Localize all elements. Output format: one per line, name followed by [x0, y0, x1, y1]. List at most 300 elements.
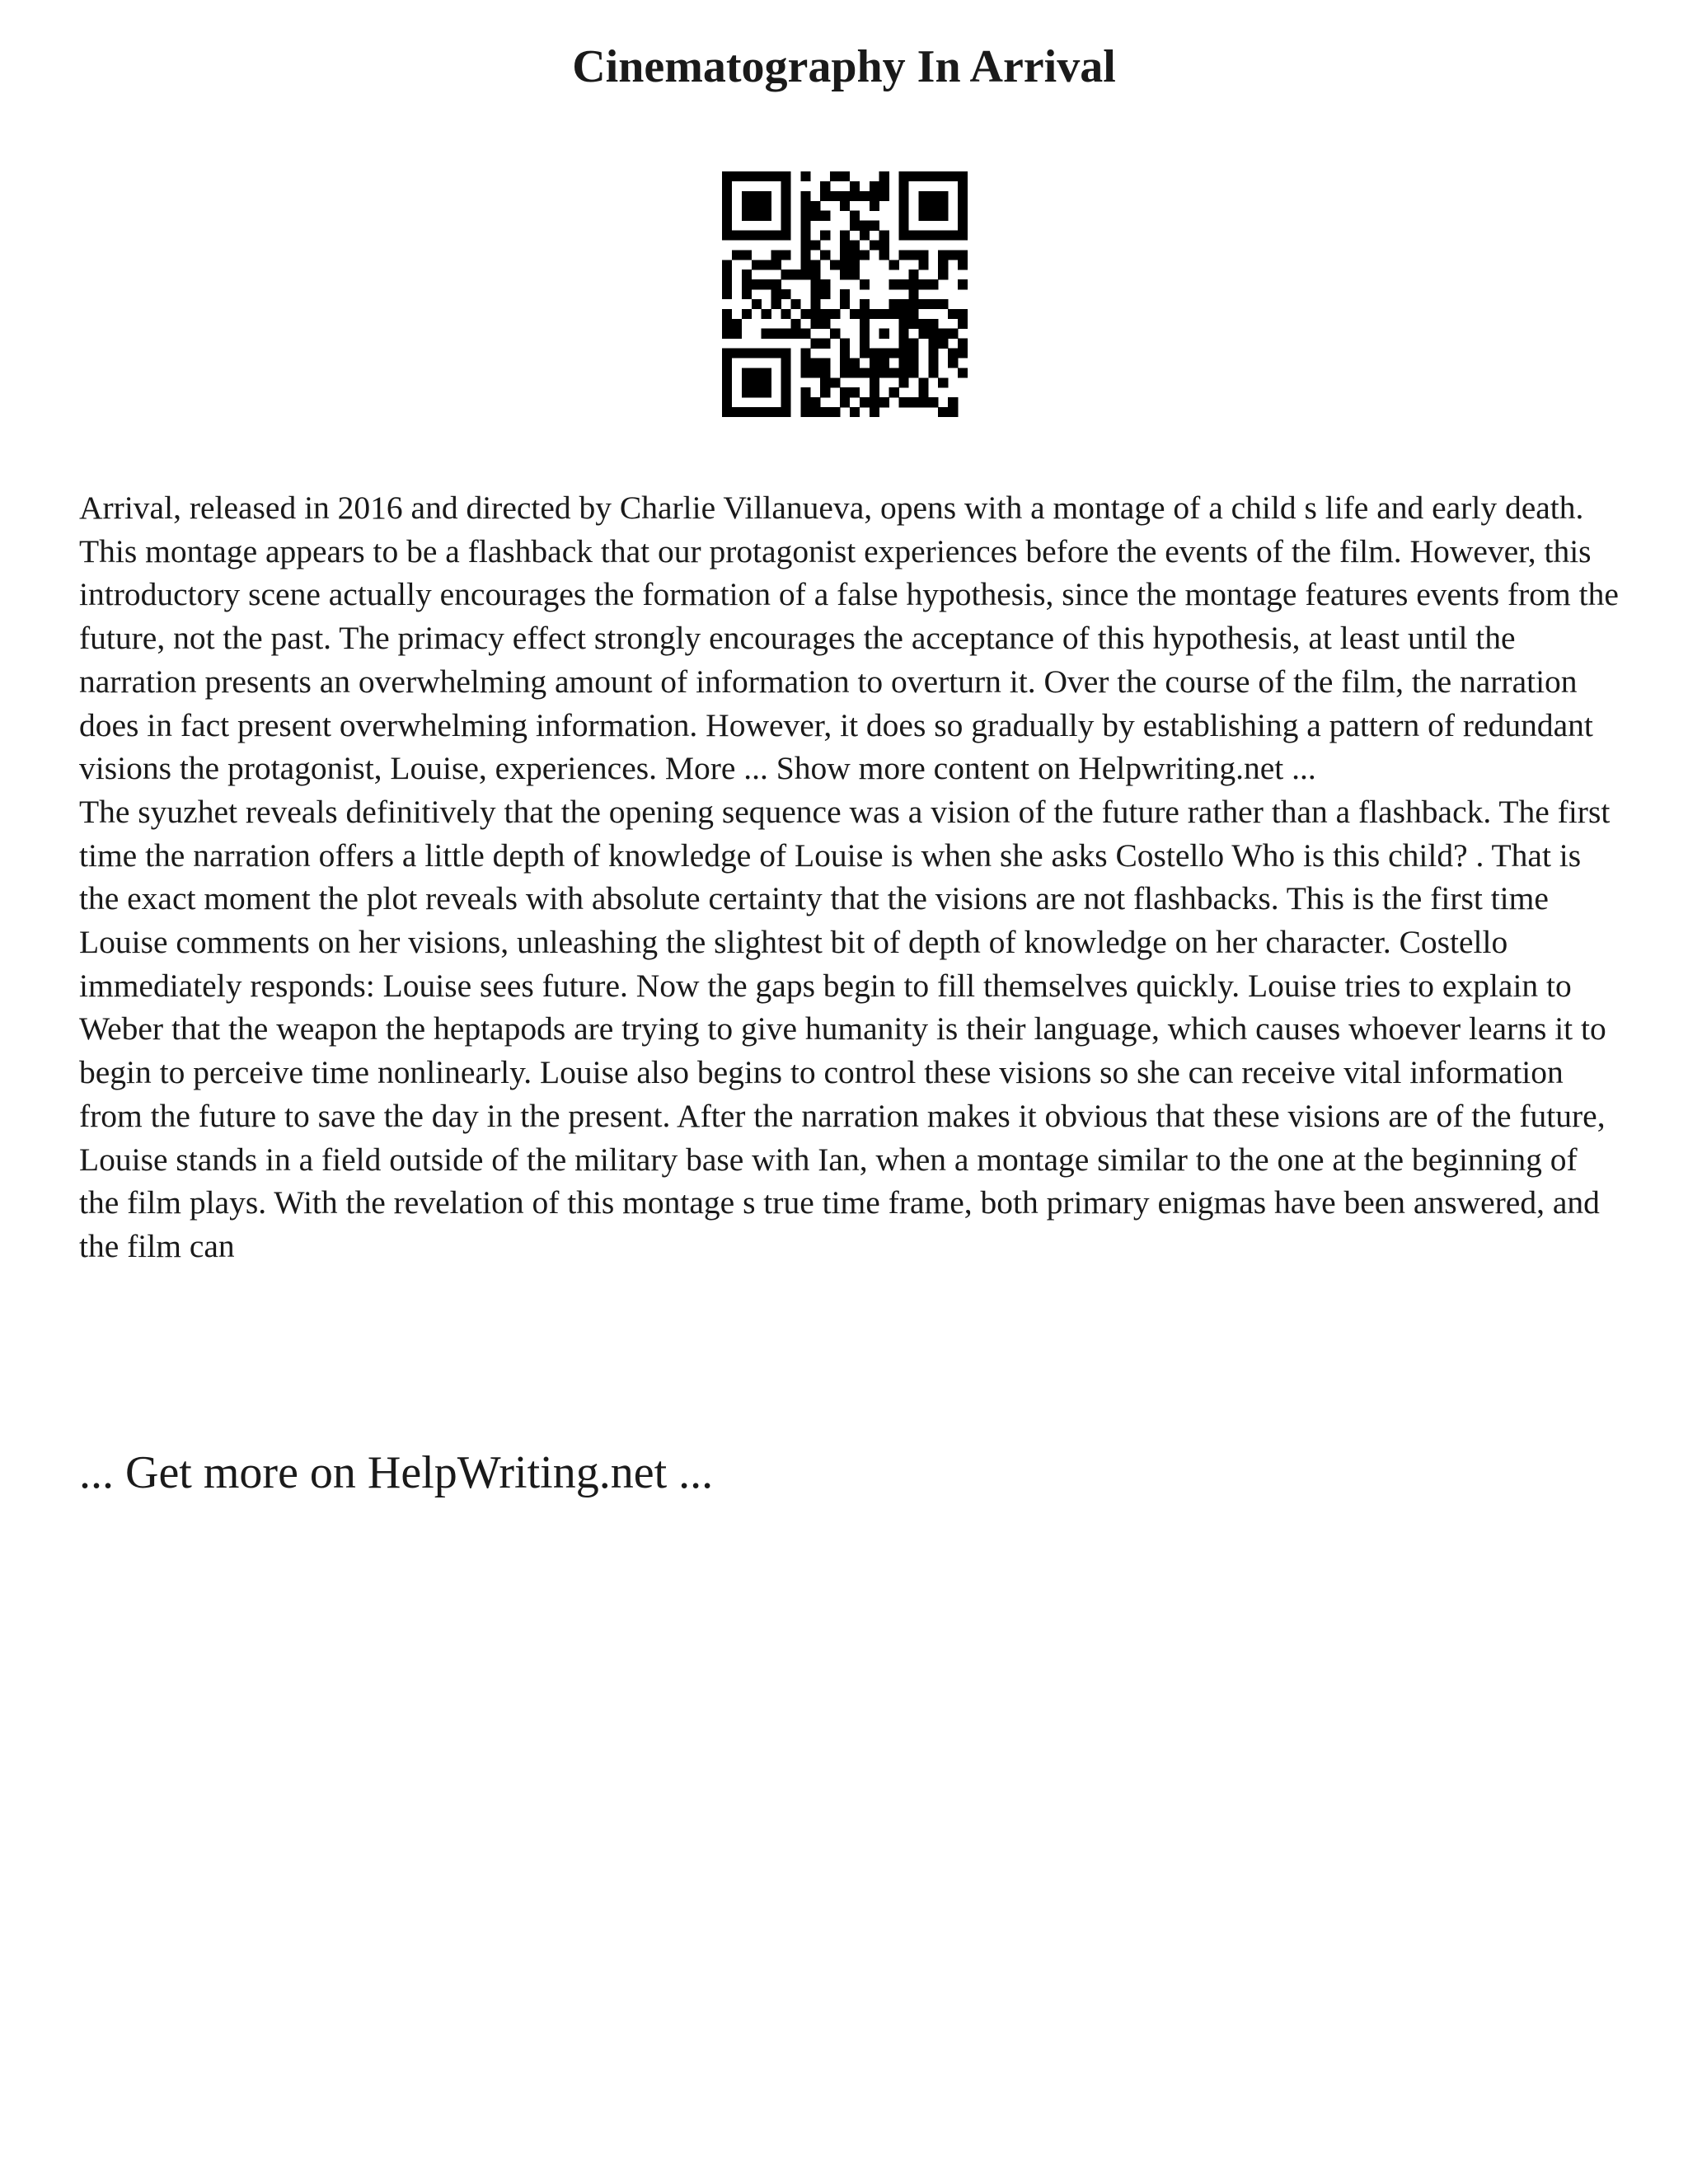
- qr-module: [762, 260, 771, 269]
- qr-module: [899, 221, 909, 231]
- qr-module: [938, 231, 948, 241]
- qr-module: [938, 299, 948, 309]
- qr-module: [958, 260, 968, 269]
- qr-module: [820, 358, 830, 368]
- qr-module: [810, 240, 820, 250]
- qr-module: [889, 279, 899, 289]
- qr-module: [948, 309, 958, 319]
- qr-module: [899, 279, 909, 289]
- qr-module: [800, 387, 810, 397]
- qr-module: [870, 221, 879, 231]
- qr-module: [781, 387, 791, 397]
- qr-module: [860, 309, 870, 319]
- qr-module: [850, 191, 860, 201]
- qr-module: [781, 368, 791, 377]
- qr-module: [800, 171, 810, 181]
- qr-module: [899, 309, 909, 319]
- qr-module: [870, 407, 879, 417]
- qr-module: [722, 221, 732, 231]
- qr-module: [879, 181, 889, 191]
- qr-module: [899, 319, 909, 329]
- qr-module: [860, 397, 870, 407]
- qr-module: [928, 299, 938, 309]
- qr-module: [870, 377, 879, 387]
- qr-module: [850, 181, 860, 191]
- qr-module: [800, 329, 810, 339]
- qr-module: [762, 279, 771, 289]
- qr-module: [722, 329, 732, 339]
- qr-module: [810, 339, 820, 349]
- qr-module: [918, 329, 928, 339]
- qr-module: [889, 368, 899, 377]
- qr-module: [742, 250, 752, 260]
- qr-module: [908, 339, 918, 349]
- qr-module: [860, 329, 870, 339]
- qr-module: [732, 250, 742, 260]
- qr-module: [840, 191, 850, 201]
- qr-module: [928, 368, 938, 377]
- qr-module: [918, 377, 928, 387]
- qr-module: [958, 211, 968, 221]
- qr-module: [948, 358, 958, 368]
- qr-module: [918, 319, 928, 329]
- qr-module: [879, 250, 889, 260]
- qr-module: [928, 358, 938, 368]
- qr-module: [899, 231, 909, 241]
- qr-module: [928, 231, 938, 241]
- paragraph-2: The syuzhet reveals definitively that the opening sequence was a vision of the future rather than a flashback. The first time the narration offers a little depth of knowledge of Louise is when she asks Costello Who is this child? . That is the exact moment the plot reveals with absolute certainty that the visions are not flashbacks. This is the first time Louise comments on her visions, unleashing the slightest bit of depth of knowledge on her character. Costello immediately responds: Louise sees future. Now the gaps begin to fill themselves quickly. Louise tries to explain to Weber that the weapon the heptapods are trying to give humanity is their language, which causes whoever learns it to begin to perceive time nonlinearly. Louise also begins to control these visions so she can receive vital information from the future to save the day in the present. After the narration makes it obvious that these visions are of the future, Louise stands in a field outside of the military base with Ian, when a montage similar to the one at the beginning of the film plays. With the revelation of this montage s true time frame, both primary enigmas have been answered, and the film can: [79, 793, 1611, 1264]
- get-more-link[interactable]: ... Get more on HelpWriting.net ...: [79, 1447, 714, 1498]
- qr-module: [800, 201, 810, 211]
- qr-module: [762, 309, 771, 319]
- qr-module: [722, 181, 732, 191]
- qr-module: [870, 309, 879, 319]
- qr-module: [762, 329, 771, 339]
- qr-module: [899, 368, 909, 377]
- qr-module: [840, 231, 850, 241]
- qr-module: [722, 211, 732, 221]
- qr-module: [840, 250, 850, 260]
- qr-module: [722, 279, 732, 289]
- qr-module: [722, 407, 732, 417]
- qr-module: [752, 211, 762, 221]
- qr-module: [958, 250, 968, 260]
- qr-module: [850, 387, 860, 397]
- qr-module: [899, 201, 909, 211]
- qr-module: [732, 407, 742, 417]
- qr-module: [918, 397, 928, 407]
- qr-module: [781, 171, 791, 181]
- qr-module: [840, 269, 850, 279]
- qr-module: [742, 231, 752, 241]
- qr-module: [752, 191, 762, 201]
- qr-module: [722, 309, 732, 319]
- qr-module: [752, 387, 762, 397]
- qr-module: [830, 329, 840, 339]
- qr-module: [771, 289, 781, 299]
- qr-module: [752, 349, 762, 359]
- qr-module: [928, 349, 938, 359]
- qr-module: [742, 289, 752, 299]
- qr-module: [810, 279, 820, 289]
- qr-module: [928, 171, 938, 181]
- qr-module: [800, 358, 810, 368]
- qr-module: [810, 358, 820, 368]
- qr-module: [820, 181, 830, 191]
- qr-module: [771, 260, 781, 269]
- qr-module: [800, 349, 810, 359]
- qr-module: [928, 191, 938, 201]
- qr-module: [800, 240, 810, 250]
- qr-module: [840, 387, 850, 397]
- qr-module: [722, 397, 732, 407]
- qr-module: [889, 260, 899, 269]
- qr-module: [879, 191, 889, 201]
- page-title: Cinematography In Arrival: [572, 41, 1116, 92]
- qr-module: [781, 349, 791, 359]
- qr-module: [840, 201, 850, 211]
- qr-module: [762, 407, 771, 417]
- qr-module: [918, 387, 928, 397]
- qr-module: [860, 191, 870, 201]
- qr-module: [781, 250, 791, 260]
- qr-module: [742, 349, 752, 359]
- qr-module: [752, 299, 762, 309]
- qr-code-icon[interactable]: [722, 171, 968, 417]
- qr-module: [732, 319, 742, 329]
- qr-module: [899, 250, 909, 260]
- qr-module: [860, 221, 870, 231]
- qr-module: [752, 377, 762, 387]
- qr-module: [870, 358, 879, 368]
- qr-module: [722, 171, 732, 181]
- qr-module: [908, 349, 918, 359]
- qr-module: [781, 329, 791, 339]
- qr-module: [722, 201, 732, 211]
- qr-module: [850, 211, 860, 221]
- qr-module: [899, 377, 909, 387]
- qr-module: [810, 368, 820, 377]
- qr-module: [752, 260, 762, 269]
- qr-module: [840, 289, 850, 299]
- qr-module: [800, 211, 810, 221]
- qr-module: [722, 191, 732, 201]
- qr-module: [752, 279, 762, 289]
- qr-module: [908, 397, 918, 407]
- qr-module: [899, 329, 909, 339]
- qr-module: [938, 269, 948, 279]
- qr-module: [800, 260, 810, 269]
- qr-module: [840, 349, 850, 359]
- qr-module: [958, 221, 968, 231]
- qr-module: [860, 319, 870, 329]
- qr-module: [752, 368, 762, 377]
- qr-module: [899, 358, 909, 368]
- qr-module: [742, 309, 752, 319]
- qr-module: [958, 319, 968, 329]
- qr-module: [918, 260, 928, 269]
- qr-module: [742, 279, 752, 289]
- qr-module: [958, 309, 968, 319]
- qr-module: [790, 329, 800, 339]
- qr-module: [918, 191, 928, 201]
- qr-module: [781, 181, 791, 191]
- qr-module: [790, 299, 800, 309]
- qr-module: [948, 231, 958, 241]
- qr-module: [958, 201, 968, 211]
- qr-module: [790, 319, 800, 329]
- qr-module: [722, 387, 732, 397]
- qr-module: [840, 260, 850, 269]
- qr-module: [752, 407, 762, 417]
- qr-module: [938, 339, 948, 349]
- qr-module: [948, 407, 958, 417]
- qr-module: [830, 407, 840, 417]
- qr-module: [840, 240, 850, 250]
- qr-module: [870, 349, 879, 359]
- qr-module: [948, 397, 958, 407]
- qr-module: [732, 349, 742, 359]
- qr-module: [800, 309, 810, 319]
- qr-module: [908, 171, 918, 181]
- qr-module: [781, 269, 791, 279]
- qr-module: [870, 387, 879, 397]
- qr-module: [722, 319, 732, 329]
- qr-module: [889, 309, 899, 319]
- qr-module: [840, 368, 850, 377]
- qr-module: [722, 358, 732, 368]
- qr-module: [840, 171, 850, 181]
- qr-module: [771, 279, 781, 289]
- qr-module: [771, 299, 781, 309]
- qr-module: [830, 377, 840, 387]
- qr-code-graphic: [722, 171, 968, 417]
- qr-module: [908, 358, 918, 368]
- qr-module: [800, 407, 810, 417]
- qr-module: [918, 231, 928, 241]
- qr-module: [850, 240, 860, 250]
- qr-module: [771, 349, 781, 359]
- qr-module: [928, 339, 938, 349]
- qr-module: [820, 387, 830, 397]
- qr-module: [850, 250, 860, 260]
- qr-module: [771, 329, 781, 339]
- qr-module: [948, 250, 958, 260]
- qr-module: [732, 231, 742, 241]
- qr-module: [781, 377, 791, 387]
- qr-module: [958, 279, 968, 289]
- qr-module: [810, 211, 820, 221]
- qr-module: [899, 171, 909, 181]
- qr-module: [810, 397, 820, 407]
- qr-module: [879, 358, 889, 368]
- qr-module: [938, 407, 948, 417]
- qr-module: [908, 299, 918, 309]
- qr-module: [889, 387, 899, 397]
- qr-module: [771, 250, 781, 260]
- qr-module: [938, 260, 948, 269]
- qr-module: [850, 221, 860, 231]
- qr-module: [810, 289, 820, 299]
- qr-module: [889, 349, 899, 359]
- qr-module: [840, 339, 850, 349]
- qr-module: [860, 349, 870, 359]
- qr-module: [800, 269, 810, 279]
- qr-module: [820, 289, 830, 299]
- qr-module: [938, 250, 948, 260]
- qr-module: [771, 231, 781, 241]
- qr-module: [722, 289, 732, 299]
- qr-module: [732, 171, 742, 181]
- qr-module: [870, 181, 879, 191]
- qr-module: [899, 299, 909, 309]
- qr-module: [840, 358, 850, 368]
- qr-module: [781, 221, 791, 231]
- qr-module: [820, 279, 830, 289]
- qr-module: [850, 407, 860, 417]
- qr-module: [810, 201, 820, 211]
- qr-module: [879, 240, 889, 250]
- qr-module: [762, 349, 771, 359]
- qr-module: [771, 171, 781, 181]
- qr-module: [722, 260, 732, 269]
- qr-module: [850, 368, 860, 377]
- qr-module: [870, 368, 879, 377]
- qr-module: [762, 171, 771, 181]
- qr-module: [781, 201, 791, 211]
- paragraph-1: Arrival, released in 2016 and directed by Charlie Villanueva, opens with a montage of a child s life and early death. This montage appears to be a flashback that our protagonist experiences before the events of the film. However, this introductory scene actually encourages the formation of a false hypothesis, since the montage features events from the future, not the past. The primacy effect strongly encourages the acceptance of this hypothesis, at least until the narration presents an overwhelming amount of information to overturn it. Over the course of the film, the narration does in fact present overwhelming information. However, it does so gradually by establishing a pattern of redundant visions the protagonist, Louise, experiences. More ... Show more content on Helpwriting.net ...: [79, 490, 1619, 787]
- qr-module: [742, 211, 752, 221]
- qr-module: [781, 231, 791, 241]
- qr-module: [850, 269, 860, 279]
- qr-module: [800, 191, 810, 201]
- qr-module: [938, 329, 948, 339]
- qr-module: [938, 377, 948, 387]
- qr-module: [928, 329, 938, 339]
- qr-module: [800, 397, 810, 407]
- qr-module: [762, 201, 771, 211]
- qr-module: [820, 231, 830, 241]
- qr-module: [948, 329, 958, 339]
- qr-module: [860, 339, 870, 349]
- qr-module: [958, 171, 968, 181]
- article-body: [79, 486, 1620, 1268]
- qr-module: [830, 191, 840, 201]
- qr-module: [752, 201, 762, 211]
- qr-module: [752, 171, 762, 181]
- qr-module: [810, 260, 820, 269]
- qr-module: [860, 231, 870, 241]
- qr-module: [908, 289, 918, 299]
- qr-module: [938, 171, 948, 181]
- qr-module: [800, 250, 810, 260]
- qr-module: [762, 211, 771, 221]
- qr-module: [879, 329, 889, 339]
- qr-module: [870, 240, 879, 250]
- qr-module: [820, 339, 830, 349]
- qr-module: [830, 260, 840, 269]
- qr-module: [928, 211, 938, 221]
- qr-module: [938, 211, 948, 221]
- qr-module: [781, 211, 791, 221]
- qr-module: [908, 319, 918, 329]
- qr-module: [958, 231, 968, 241]
- qr-module: [958, 368, 968, 377]
- qr-module: [762, 387, 771, 397]
- qr-module: [820, 407, 830, 417]
- qr-module: [790, 269, 800, 279]
- qr-module: [742, 171, 752, 181]
- qr-module: [742, 269, 752, 279]
- qr-module: [958, 349, 968, 359]
- qr-module: [918, 299, 928, 309]
- qr-module: [762, 368, 771, 377]
- qr-module: [810, 319, 820, 329]
- qr-module: [860, 250, 870, 260]
- qr-module: [958, 181, 968, 191]
- qr-module: [742, 387, 752, 397]
- qr-module: [781, 191, 791, 201]
- qr-module: [899, 181, 909, 191]
- qr-module: [840, 299, 850, 309]
- qr-module: [742, 368, 752, 377]
- qr-module: [830, 309, 840, 319]
- qr-module: [810, 269, 820, 279]
- qr-module: [860, 299, 870, 309]
- qr-module: [948, 171, 958, 181]
- qr-module: [820, 211, 830, 221]
- qr-module: [742, 201, 752, 211]
- qr-module: [781, 358, 791, 368]
- qr-module: [810, 407, 820, 417]
- qr-module: [879, 349, 889, 359]
- qr-module: [762, 377, 771, 387]
- qr-module: [722, 269, 732, 279]
- qr-module: [850, 309, 860, 319]
- qr-module: [879, 231, 889, 241]
- qr-module: [918, 211, 928, 221]
- qr-module: [830, 171, 840, 181]
- qr-module: [742, 407, 752, 417]
- qr-module: [899, 349, 909, 359]
- qr-module: [771, 407, 781, 417]
- qr-module: [820, 309, 830, 319]
- qr-module: [840, 397, 850, 407]
- qr-module: [732, 329, 742, 339]
- qr-module: [958, 339, 968, 349]
- qr-module: [820, 319, 830, 329]
- qr-module: [958, 191, 968, 201]
- qr-module: [948, 349, 958, 359]
- qr-module: [752, 231, 762, 241]
- qr-module: [781, 397, 791, 407]
- qr-module: [860, 279, 870, 289]
- qr-module: [928, 201, 938, 211]
- qr-module: [820, 191, 830, 201]
- qr-module: [762, 191, 771, 201]
- qr-module: [899, 191, 909, 201]
- qr-module: [879, 368, 889, 377]
- qr-module: [928, 397, 938, 407]
- qr-module: [870, 397, 879, 407]
- qr-module: [722, 368, 732, 377]
- qr-module: [899, 211, 909, 221]
- qr-module: [781, 289, 791, 299]
- qr-module: [781, 407, 791, 417]
- qr-module: [870, 191, 879, 201]
- qr-module: [800, 231, 810, 241]
- qr-module: [820, 368, 830, 377]
